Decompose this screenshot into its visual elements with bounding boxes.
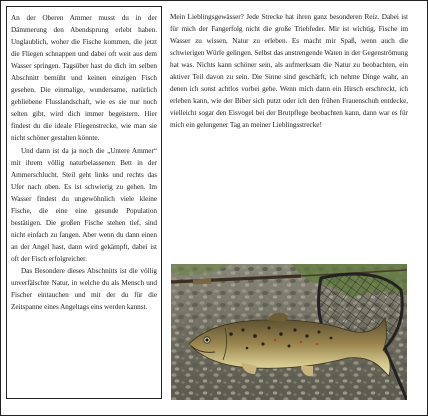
right-paragraph-1: Mein Lieblingsgewässer? Jede Strecke hat ihren ganz besonderen Reiz. Dabei ist für mich der Fangerfolg nicht die große Triebfeder. Mir ist wichtig, Fische im Wasser zu wissen, Natur zu erleben. Es macht mir Spaß, wenn auch die schwierigen Würfe gelingen. Selbst das anstrengende Waten in der Gegenströmung hat was. Nichts kann schöner sein, als aufmerksam die Natur zu beobachten, ein aktiver Teil davon zu sein. Die Sinne sind geschärft, ich nehme Dinge wahr, an denen ich sonst achtlos vorbei gehe. Wenn mich dann ein Hirsch erschreckt, ich erleben kann, wie der Biber sich putzt oder ich den frühen Frauenschuh entdecke, vielleicht sogar den Eisvogel bei der Brutpflege beobachten kann, dann war es für mich ein gelungener Tag an meiner Lieblingsstrecke! <box>170 13 408 130</box>
trout-photo <box>171 264 407 400</box>
right-column-text <box>170 11 408 131</box>
left-paragraph-3: Das Besondere dieses Abschnitts ist die völlig unverfälschte Natur, in welche du als Mensch und Fischer eintauchen und mit der du für die Zeitspanne eines Angeltags eins werden kannst. <box>11 266 157 312</box>
left-column-text <box>11 12 157 313</box>
left-column-box <box>6 6 162 399</box>
left-paragraph-1: An der Oberen Ammer musst du in der Dämmerung den Abendsprung erlebt haben. Unglaublich, woher die Fische kommen, die jetzt die Fliegen schnappen und dabei oft weit aus dem Wasser springen. Tagsüber hast du dich im selben Abschnitt bemüht und keinen einzigen Fisch gesehen. Die einmalige, wundersame, natürlich gebliebene Flusslandschaft, wie es sie nur noch selten gibt, wird dich immer begeistern. Hier findest du die ideale Fliegenstrecke, wie man sie nicht schöner gestalten könnte. <box>11 14 157 143</box>
trout-photo-illustration <box>171 264 407 400</box>
left-paragraph-2: Und dann ist da ja noch die „Untere Ammer“ mit ihrem völlig naturbelassenen Bett in der Ammerschlucht. Steil geht links und rechts das Ufer nach oben. Es ist schwierig zu gehen. Im Wasser findest du ungewöhnlich viele kleine Fische, die eine eine gesunde Population bestätigen. Die großen Fische stehen tief, sind nicht einfach zu fangen. Aber wenn du dann einen an der Angel hast, dann wird gekämpft, dabei ist oft der Fisch erfolgreicher. <box>11 146 157 263</box>
